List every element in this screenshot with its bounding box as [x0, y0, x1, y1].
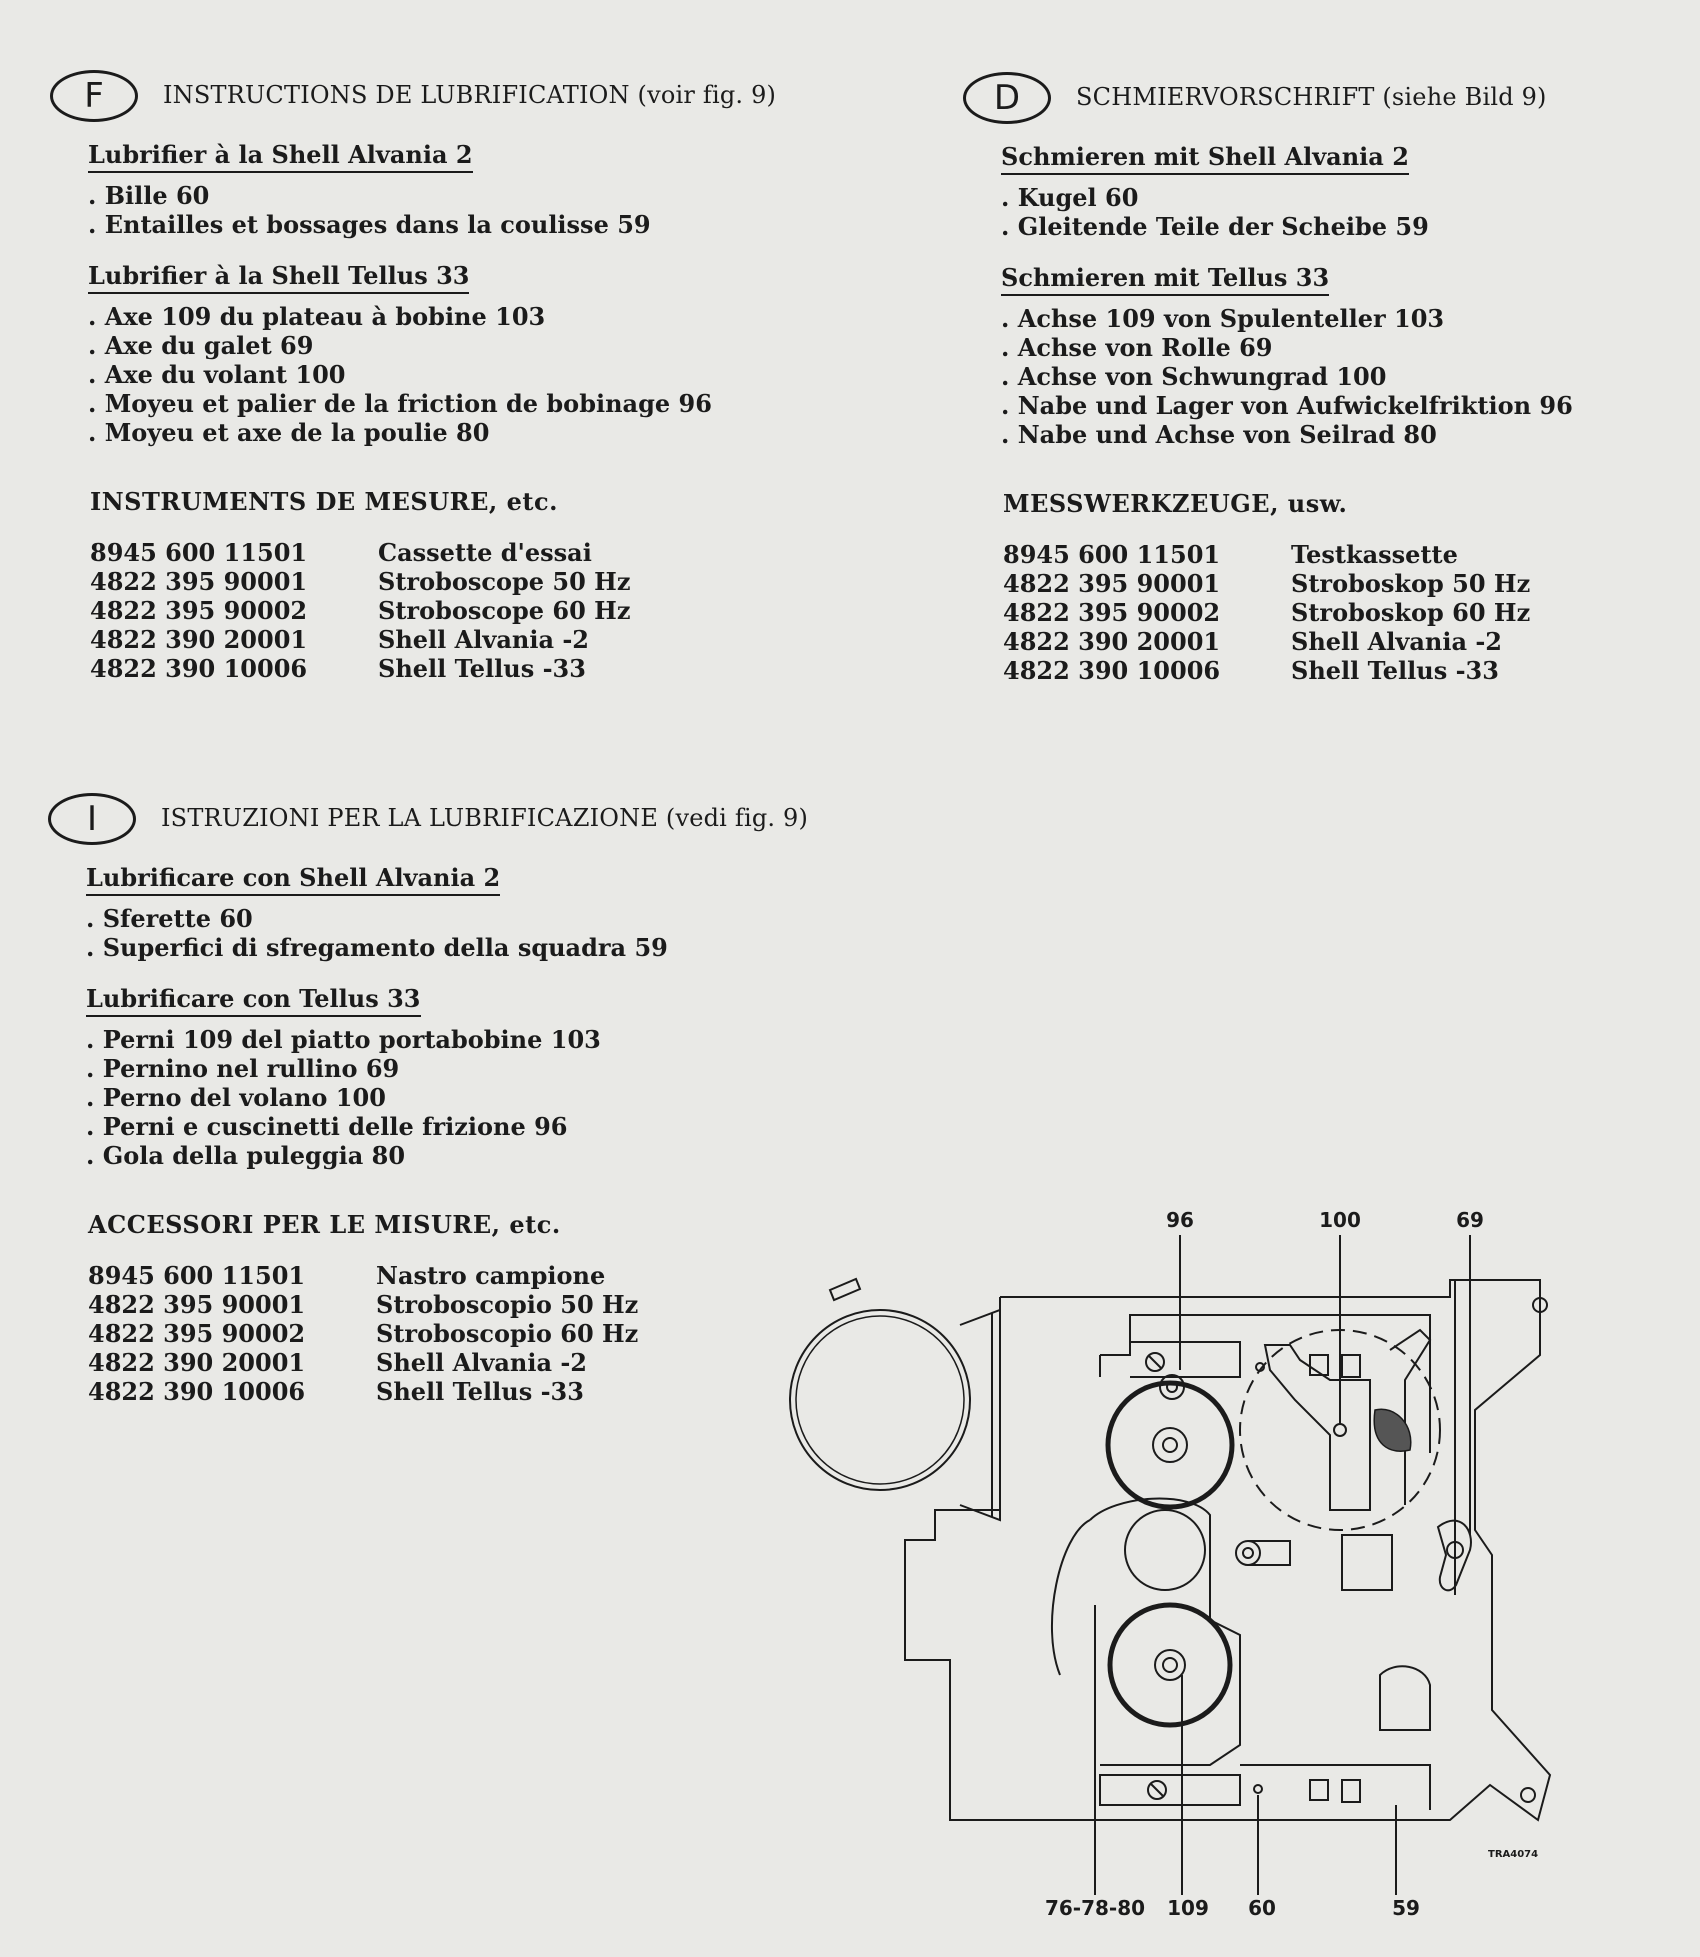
- list-item: . Gleitende Teile der Scheibe 59: [1001, 212, 1429, 241]
- table-row: [88, 1261, 638, 1290]
- tool-code: 4822 390 20001: [88, 1348, 306, 1377]
- chassis-outline: [905, 1280, 1550, 1820]
- list-item: . Gola della puleggia 80: [86, 1141, 406, 1170]
- ball-60: [1254, 1785, 1262, 1793]
- tool-name: Stroboscope 60 Hz: [378, 596, 631, 625]
- tellus-list: [48, 1025, 848, 1170]
- list-item: . Axe 109 du plateau à bobine 103: [88, 302, 546, 331]
- tool-code: 4822 395 90002: [88, 1319, 306, 1348]
- list-item: . Achse von Schwungrad 100: [1001, 362, 1387, 391]
- section-title: INSTRUCTIONS DE LUBRIFICATION (voir fig. 9): [163, 81, 777, 109]
- tool-code: 4822 395 90002: [90, 596, 308, 625]
- label-59: 59: [1392, 1896, 1420, 1920]
- tool-code: 8945 600 11501: [90, 538, 308, 567]
- lever-bracket: [1265, 1345, 1370, 1510]
- tool-name: Stroboscopio 60 Hz: [376, 1319, 639, 1348]
- tool-name: Shell Tellus -33: [1291, 656, 1499, 685]
- table-row: [1003, 656, 1530, 685]
- list-item: . Axe du galet 69: [88, 331, 314, 360]
- section-title: ISTRUZIONI PER LA LUBRIFICAZIONE (vedi fig. 9): [161, 804, 809, 832]
- reel-clip: [830, 1279, 860, 1300]
- list-item: . Kugel 60: [1001, 183, 1139, 212]
- list-item: . Perno del volano 100: [86, 1083, 386, 1112]
- tool-name: Nastro campione: [376, 1261, 606, 1290]
- alvania-heading: Lubrifier à la Shell Alvania 2: [88, 140, 473, 173]
- tool-name: Stroboscopio 50 Hz: [376, 1290, 639, 1319]
- list-item: . Superfici di sfregamento della squadra 59: [86, 933, 668, 962]
- tool-name: Cassette d'essai: [378, 538, 592, 567]
- table-row: [88, 1377, 638, 1406]
- tools-table: [90, 538, 630, 683]
- language-badge-i: I: [48, 793, 136, 845]
- label-109: 109: [1167, 1896, 1209, 1920]
- language-badge-f: F: [50, 70, 138, 122]
- table-row: [90, 596, 630, 625]
- tools-table: [1003, 540, 1530, 685]
- section-german: [963, 72, 1663, 685]
- pinch-roller: [1236, 1541, 1260, 1565]
- list-item: . Perni 109 del piatto portabobine 103: [86, 1025, 601, 1054]
- tools-table: [88, 1261, 638, 1406]
- flywheel-axle-100: [1334, 1424, 1346, 1436]
- section-header: [963, 72, 1663, 134]
- label-96: 96: [1166, 1208, 1194, 1232]
- alvania-heading: Schmieren mit Shell Alvania 2: [1001, 142, 1409, 175]
- tool-code: 4822 395 90001: [88, 1290, 306, 1319]
- list-item: . Sferette 60: [86, 904, 253, 933]
- list-item: . Moyeu et axe de la poulie 80: [88, 418, 490, 447]
- section-french: [50, 70, 850, 683]
- tools-title: MESSWERKZEUGE, usw.: [1003, 489, 1348, 518]
- section-italian: [48, 793, 848, 1406]
- idler-wheel: [1125, 1510, 1205, 1590]
- table-row: [88, 1290, 638, 1319]
- section-header: [48, 793, 848, 855]
- tellus-heading: Lubrificare con Tellus 33: [86, 984, 421, 1017]
- language-badge-d: D: [963, 72, 1051, 124]
- table-row: [1003, 569, 1530, 598]
- tool-code: 4822 395 90001: [1003, 569, 1221, 598]
- lower-spool: [1110, 1605, 1230, 1725]
- table-row: [90, 567, 630, 596]
- alvania-list: [48, 904, 848, 962]
- tool-name: Testkassette: [1291, 540, 1458, 569]
- tools-title: ACCESSORI PER LE MISURE, etc.: [88, 1210, 561, 1239]
- tool-name: Stroboskop 60 Hz: [1291, 598, 1531, 627]
- table-row: [1003, 627, 1530, 656]
- pinch-block: [1342, 1535, 1392, 1590]
- table-row: [90, 654, 630, 683]
- tool-code: 4822 390 10006: [90, 654, 308, 683]
- tellus-list: [50, 302, 850, 447]
- tool-name: Shell Tellus -33: [378, 654, 586, 683]
- tool-code: 4822 390 10006: [1003, 656, 1221, 685]
- tool-code: 4822 395 90002: [1003, 598, 1221, 627]
- section-title: SCHMIERVORSCHRIFT (siehe Bild 9): [1076, 83, 1547, 111]
- slider-59: [1100, 1775, 1240, 1805]
- list-item: . Achse 109 von Spulenteller 103: [1001, 304, 1445, 333]
- pinion-96: [1160, 1375, 1184, 1399]
- section-header: [50, 70, 850, 132]
- list-item: . Bille 60: [88, 181, 210, 210]
- tool-code: 4822 390 20001: [1003, 627, 1221, 656]
- list-item: . Entailles et bossages dans la coulisse 59: [88, 210, 651, 239]
- tool-code: 8945 600 11501: [1003, 540, 1221, 569]
- list-item: . Perni e cuscinetti delle frizione 96: [86, 1112, 568, 1141]
- tool-name: Shell Tellus -33: [376, 1377, 584, 1406]
- tool-name: Shell Alvania -2: [378, 625, 590, 654]
- list-item: . Moyeu et palier de la friction de bobinage 96: [88, 389, 712, 418]
- label-69: 69: [1456, 1208, 1484, 1232]
- tellus-heading: Schmieren mit Tellus 33: [1001, 263, 1329, 296]
- tool-code: 8945 600 11501: [88, 1261, 306, 1290]
- label-60: 60: [1248, 1896, 1276, 1920]
- list-item: . Pernino nel rullino 69: [86, 1054, 400, 1083]
- label-76-78-80: 76-78-80: [1044, 1896, 1146, 1920]
- tool-name: Stroboskop 50 Hz: [1291, 569, 1531, 598]
- table-row: [88, 1348, 638, 1377]
- tool-name: Shell Alvania -2: [1291, 627, 1503, 656]
- table-row: [1003, 598, 1530, 627]
- cam-block: [1380, 1666, 1430, 1730]
- tools-title: INSTRUMENTS DE MESURE, etc.: [90, 487, 558, 516]
- reel-outline: [790, 1310, 970, 1490]
- figure-reference: TRA4074: [1488, 1849, 1539, 1860]
- list-item: . Axe du volant 100: [88, 360, 346, 389]
- tool-code: 4822 390 10006: [88, 1377, 306, 1406]
- tool-name: Stroboscope 50 Hz: [378, 567, 631, 596]
- list-item: . Nabe und Achse von Seilrad 80: [1001, 420, 1437, 449]
- tellus-heading: Lubrifier à la Shell Tellus 33: [88, 261, 469, 294]
- table-row: [88, 1319, 638, 1348]
- alvania-list: [50, 181, 850, 239]
- alvania-heading: Lubrificare con Shell Alvania 2: [86, 863, 500, 896]
- upper-spool: [1108, 1383, 1232, 1507]
- lubrication-diagram: [770, 1205, 1580, 1925]
- tool-code: 4822 395 90001: [90, 567, 308, 596]
- table-row: [1003, 540, 1530, 569]
- list-item: . Achse von Rolle 69: [1001, 333, 1273, 362]
- table-row: [90, 538, 630, 567]
- list-item: . Nabe und Lager von Aufwickelfriktion 96: [1001, 391, 1573, 420]
- table-row: [90, 625, 630, 654]
- tool-code: 4822 390 20001: [90, 625, 308, 654]
- tellus-list: [963, 304, 1663, 449]
- label-100: 100: [1319, 1208, 1361, 1232]
- tool-name: Shell Alvania -2: [376, 1348, 588, 1377]
- alvania-list: [963, 183, 1663, 241]
